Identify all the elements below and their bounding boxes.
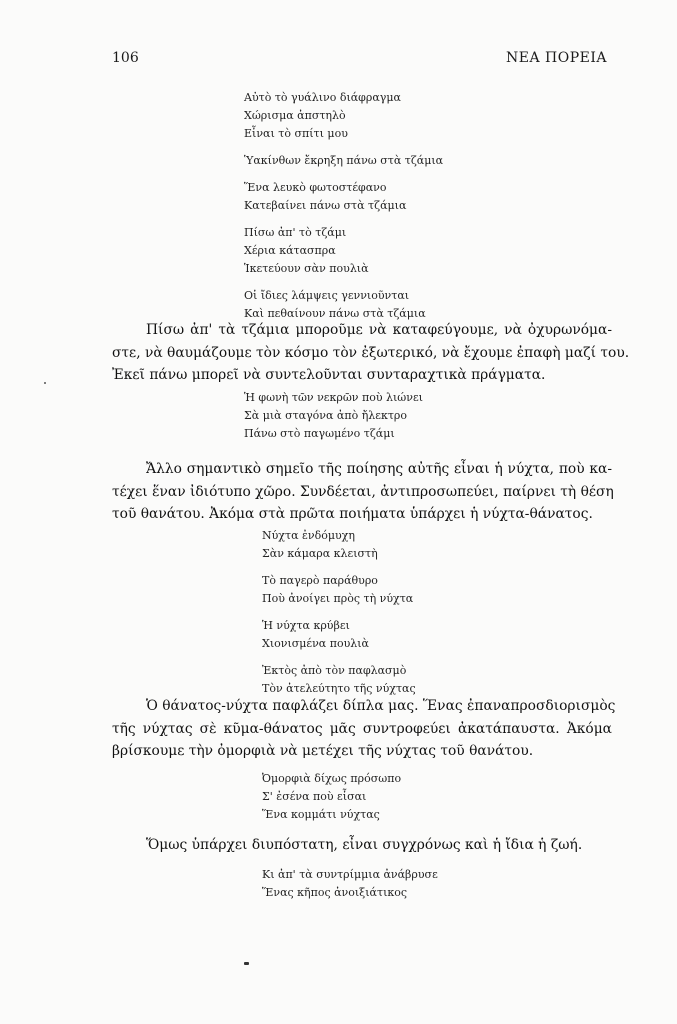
poem-stanza: [244, 152, 443, 170]
prose-line: Ὅμως ὑπάρχει διυπόστατη, εἶναι συγχρόνως καὶ ἡ ἴδια ἡ ζωή.: [146, 837, 583, 853]
prose-paragraph-3: [112, 695, 616, 763]
poem-line: Ἕνα λευκὸ φωτοστέφανο: [244, 181, 387, 194]
poem-line: Ὑακίνθων ἔκρηξη πάνω στὰ τζάμια: [244, 154, 444, 167]
poem-stanza: [262, 866, 438, 902]
poem-stanza: [262, 527, 416, 563]
poem-stanza: [244, 89, 443, 143]
poem-stanza: [262, 662, 416, 698]
prose-line: τοῦ θανάτου. Ἀκόμα στὰ πρῶτα ποιήματα ὑπάρχει ἡ νύχτα-θάνατος.: [112, 506, 593, 522]
poem-line: Πάνω στὸ παγωμένο τζάμι: [244, 427, 395, 440]
poem-line: Οἱ ἴδιες λάμψεις γεννιοῦνται: [244, 289, 410, 302]
poem-line: Κι ἀπ' τὰ συντρίμμια ἀνάβρυσε: [262, 868, 438, 881]
prose-line: Ἐκεῖ πάνω μπορεῖ νὰ συντελοῦνται συνταραχτικὰ πράγματα.: [112, 367, 546, 383]
poem-line: Ἡ νύχτα κρύβει: [262, 619, 350, 632]
poem-excerpt-1: [244, 89, 443, 323]
poem-stanza: [244, 389, 423, 443]
scan-speck: [44, 382, 46, 384]
scan-mark: [244, 962, 249, 965]
poem-excerpt-4: [262, 770, 401, 824]
poem-stanza: [262, 572, 416, 608]
poem-line: Καὶ πεθαίνουν πάνω στὰ τζάμια: [244, 307, 426, 320]
poem-line: Ποὺ ἀνοίγει πρὸς τὴ νύχτα: [262, 592, 414, 605]
poem-line: Νύχτα ἐνδόμυχη: [262, 529, 355, 542]
prose-line: Ἄλλο σημαντικὸ σημεῖο τῆς ποίησης αὐτῆς εἶναι ἡ νύχτα, ποὺ κα-: [146, 461, 612, 477]
journal-title: ΝΕΑ ΠΟΡΕΙΑ: [506, 50, 607, 66]
prose-paragraph-2: [112, 458, 612, 526]
poem-line: Ὀμορφιὰ δίχως πρόσωπο: [262, 772, 402, 785]
poem-line: Πίσω ἀπ' τὸ τζάμι: [244, 226, 347, 239]
poem-excerpt-3: [262, 527, 416, 698]
prose-line: Ὁ θάνατος-νύχτα παφλάζει δίπλα μας. Ἕνας ἐπαναπροσδιορισμὸς: [146, 698, 616, 714]
poem-line: Αὐτὸ τὸ γυάλινο διάφραγμα: [244, 91, 401, 104]
poem-line: Ἐκτὸς ἀπὸ τὸν παφλασμὸ: [262, 664, 407, 677]
poem-line: Χιονισμένα πουλιὰ: [262, 637, 369, 650]
poem-line: Κατεβαίνει πάνω στὰ τζάμια: [244, 199, 407, 212]
poem-line: Σὰ μιὰ σταγόνα ἀπὸ ἤλεκτρο: [244, 409, 408, 422]
poem-line: Ἡ φωνὴ τῶν νεκρῶν ποὺ λιώνει: [244, 391, 423, 404]
poem-stanza: [262, 770, 401, 824]
poem-stanza: [262, 617, 416, 653]
poem-line: Σὰν κάμαρα κλειστὴ: [262, 547, 378, 560]
poem-stanza: [244, 179, 443, 215]
prose-line: τέχει ἕναν ἰδιότυπο χῶρο. Συνδέεται, ἀντιπροσωπεύει, παίρνει τὴ θέση: [112, 483, 614, 500]
poem-line: Σ' ἐσένα ποὺ εἶσαι: [262, 790, 367, 803]
poem-line: Ἕνας κῆπος ἀνοιξιάτικος: [262, 886, 408, 899]
poem-line: Ἱκετεύουν σὰν πουλιὰ: [244, 262, 369, 275]
prose-line: Πίσω ἀπ' τὰ τζάμια μποροῦμε νὰ καταφεύγουμε, νὰ ὀχυρωνόμα-: [146, 322, 612, 338]
prose-paragraph-1: [112, 319, 630, 387]
prose-line: στε, νὰ θαυμάζουμε τὸν κόσμο τὸν ἐξωτερικό, νὰ ἔχουμε ἐπαφὴ μαζί του.: [112, 344, 630, 361]
poem-line: Χέρια κάτασπρα: [244, 244, 336, 257]
poem-excerpt-5: [262, 866, 438, 902]
poem-line: Χώρισμα ἀπστηλὸ: [244, 109, 346, 122]
poem-line: Εἶναι τὸ σπίτι μου: [244, 127, 348, 140]
poem-excerpt-2: [244, 389, 423, 443]
poem-stanza: [244, 287, 443, 323]
prose-paragraph-4: [112, 834, 612, 857]
poem-line: Ἕνα κομμάτι νύχτας: [262, 808, 380, 821]
poem-stanza: [244, 224, 443, 278]
prose-line: βρίσκουμε τὴν ὀμορφιὰ νὰ μετέχει τῆς νύχτας τοῦ θανάτου.: [112, 743, 534, 759]
running-header: [112, 50, 607, 72]
prose-line: τῆς νύχτας σὲ κῦμα-θάνατος μᾶς συντροφεύει ἀκατάπαυστα. Ἀκόμα: [112, 720, 612, 737]
poem-line: Τὸν ἀτελεύτητο τῆς νύχτας: [262, 682, 416, 695]
page-number: 106: [112, 50, 139, 66]
poem-line: Τὸ παγερὸ παράθυρο: [262, 574, 378, 587]
